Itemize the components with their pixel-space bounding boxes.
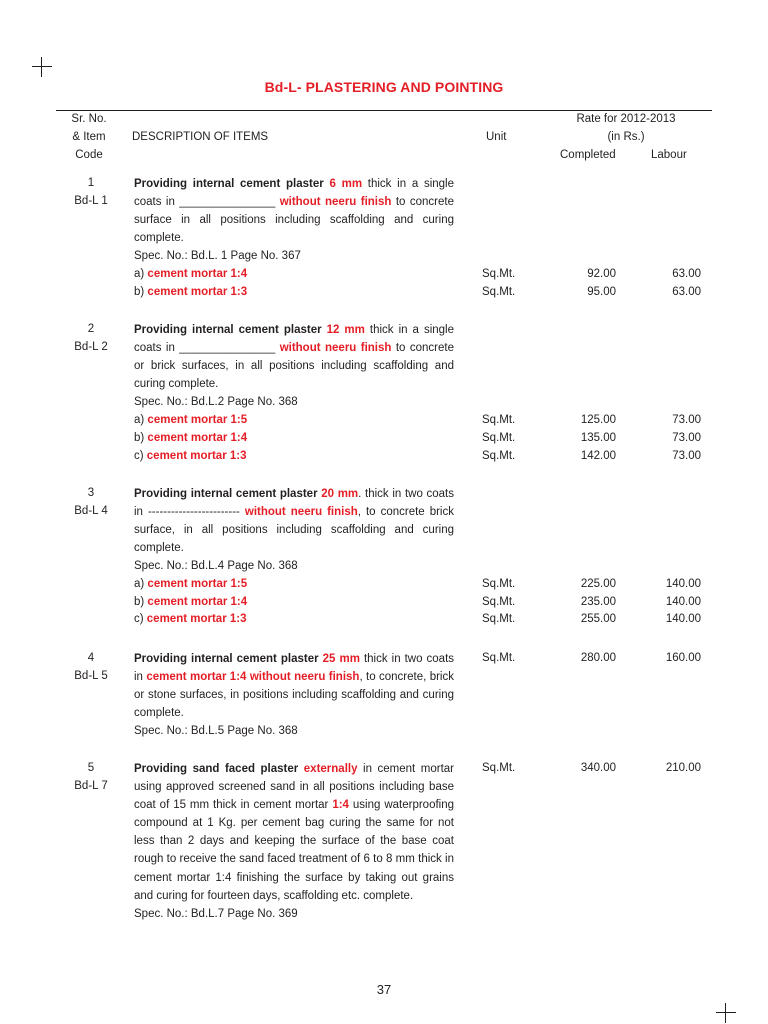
sub-labour: 63.00 [672, 286, 701, 298]
header-labour: Labour [651, 149, 687, 161]
sub-label [134, 447, 247, 465]
header-sr-no [60, 110, 118, 164]
item-description [134, 175, 454, 265]
crop-mark-top-left [32, 57, 52, 77]
sub-unit: Sq.Mt. [482, 450, 516, 462]
sub-labour: 73.00 [672, 432, 701, 444]
item-code: Bd-L 2 [74, 341, 108, 353]
sub-letter: a) [134, 268, 148, 280]
item-number [62, 484, 120, 520]
header-rate-line1: Rate for 2012-2013 [576, 113, 676, 125]
item-completed: 340.00 [580, 762, 616, 774]
sub-unit: Sq.Mt. [482, 268, 516, 280]
sub-letter: b) [134, 286, 148, 298]
item-labour: 160.00 [665, 652, 701, 664]
sub-mortar: cement mortar 1:5 [147, 578, 248, 590]
sub-labour: 140.00 [665, 578, 701, 590]
sub-label [134, 283, 247, 301]
header-unit: Unit [486, 131, 507, 143]
sub-completed: 92.00 [587, 268, 616, 280]
item-no: 2 [87, 323, 95, 335]
desc-thickness: externally [303, 763, 358, 775]
desc-text: thick in a single coats in _______________ [134, 178, 454, 209]
sub-letter: c) [134, 613, 147, 625]
sub-mortar: cement mortar 1:5 [147, 414, 248, 426]
desc-text: in cement mortar using approved screened sand in all positions including base coat of 15 mm thick in cement mortar [134, 763, 454, 812]
desc-spec: Spec. No.: Bd.L.2 Page No. 368 [134, 396, 298, 409]
sub-label [134, 411, 247, 429]
header-sr-line2: & Item [72, 131, 106, 143]
sub-unit: Sq.Mt. [482, 596, 516, 608]
desc-finish: without neeru finish [244, 506, 358, 519]
desc-spec: Spec. No.: Bd.L.5 Page No. 368 [134, 725, 298, 738]
desc-thickness: 6 mm [329, 178, 363, 190]
desc-finish: cement mortar 1:4 without neeru finish [146, 671, 360, 684]
header-description: DESCRIPTION OF ITEMS [132, 131, 269, 143]
sub-mortar: cement mortar 1:4 [147, 268, 248, 280]
sub-mortar: cement mortar 1:3 [146, 450, 247, 462]
desc-lead: Providing internal cement plaster [134, 178, 330, 190]
sub-label [134, 610, 247, 628]
item-number [62, 649, 120, 685]
desc-thickness: 12 mm [326, 324, 365, 336]
sub-mortar: cement mortar 1:3 [146, 613, 247, 625]
sub-mortar: cement mortar 1:3 [147, 286, 248, 298]
desc-lead: Providing sand faced plaster [134, 763, 304, 775]
sub-labour: 73.00 [672, 414, 701, 426]
sub-completed: 142.00 [580, 450, 616, 462]
sub-labour: 73.00 [672, 450, 701, 462]
item-no: 1 [87, 177, 95, 189]
sub-unit: Sq.Mt. [482, 613, 516, 625]
sub-completed: 125.00 [580, 414, 616, 426]
item-code: Bd-L 5 [74, 670, 108, 682]
item-description [134, 485, 454, 575]
item-number [62, 759, 120, 795]
item-labour: 210.00 [665, 762, 701, 774]
desc-text: to concrete surface in all positions including scaffolding and curing complete. [134, 196, 454, 245]
desc-spec: Spec. No.: Bd.L.7 Page No. 369 [134, 907, 298, 920]
sub-mortar: cement mortar 1:4 [147, 596, 248, 608]
header-rate-line2: (in Rs.) [607, 131, 645, 143]
sub-label [134, 429, 247, 447]
sub-completed: 135.00 [580, 432, 616, 444]
item-no: 3 [87, 487, 95, 499]
sub-completed: 235.00 [580, 596, 616, 608]
header-sr-line3: Code [75, 149, 103, 161]
sub-completed: 95.00 [587, 286, 616, 298]
item-code: Bd-L 7 [74, 780, 108, 792]
header-sr-line1: Sr. No. [71, 113, 107, 125]
item-description [134, 650, 454, 740]
item-number [62, 320, 120, 356]
sub-unit: Sq.Mt. [482, 578, 516, 590]
header-completed: Completed [560, 149, 616, 161]
item-code: Bd-L 1 [74, 195, 108, 207]
header-rate [548, 110, 704, 146]
sub-letter: c) [134, 450, 147, 462]
desc-spec: Spec. No.: Bd.L.4 Page No. 368 [134, 560, 298, 573]
desc-lead: Providing internal cement plaster [134, 324, 327, 336]
sub-label [134, 265, 247, 283]
desc-lead: Providing internal cement plaster [134, 653, 323, 665]
crop-mark-bottom-right [716, 1003, 736, 1023]
sub-completed: 255.00 [580, 613, 616, 625]
desc-text: , to concrete brick surface, in all positions including scaffolding and curing complete. [134, 506, 454, 555]
desc-lead: Providing internal cement plaster [134, 488, 322, 500]
item-unit: Sq.Mt. [482, 762, 516, 774]
item-no: 5 [87, 762, 95, 774]
item-description [134, 321, 454, 411]
sub-label [134, 575, 247, 593]
sub-letter: a) [134, 578, 148, 590]
desc-text: , to concrete, brick or stone surfaces, in positions including scaffolding and curing complete. [134, 671, 454, 720]
sub-unit: Sq.Mt. [482, 432, 516, 444]
sub-mortar: cement mortar 1:4 [147, 432, 248, 444]
desc-finish: 1:4 [332, 799, 349, 812]
sub-unit: Sq.Mt. [482, 286, 516, 298]
desc-thickness: 20 mm [321, 488, 359, 500]
item-completed: 280.00 [580, 652, 616, 664]
sub-labour: 140.00 [665, 613, 701, 625]
item-number [62, 174, 120, 210]
desc-finish: without neeru finish [279, 196, 392, 209]
desc-thickness: 25 mm [322, 653, 360, 665]
item-code: Bd-L 4 [74, 505, 108, 517]
sub-letter: a) [134, 414, 148, 426]
desc-text: thick in two coats in [134, 653, 455, 684]
item-description [134, 760, 454, 923]
desc-text: . thick in two coats in ------------------------ [134, 488, 455, 519]
sub-unit: Sq.Mt. [482, 414, 516, 426]
sub-labour: 63.00 [672, 268, 701, 280]
desc-text: using waterproofing compound at 1 Kg. per cement bag curing the same for not less than 2 days and keeping the surface of the base coat rough to receive the sand faced treatment of 6 to 8 mm thick in cement mortar 1:4 finishing the surface by taking out grains and curing for fourteen days, scaffolding etc. complete. [134, 799, 455, 902]
item-no: 4 [87, 652, 95, 664]
page-number: 37 [376, 982, 392, 997]
desc-text: to concrete or brick surfaces, in all positions including scaffolding and curing complete. [134, 342, 454, 391]
item-unit: Sq.Mt. [482, 652, 516, 664]
sub-letter: b) [134, 432, 148, 444]
sub-labour: 140.00 [665, 596, 701, 608]
desc-spec: Spec. No.: Bd.L. 1 Page No. 367 [134, 250, 301, 263]
page-title: Bd-L- PLASTERING AND POINTING [264, 79, 504, 95]
desc-finish: without neeru finish [279, 342, 392, 355]
sub-label [134, 593, 247, 611]
sub-completed: 225.00 [580, 578, 616, 590]
sub-letter: b) [134, 596, 148, 608]
desc-text: thick in a single coats in _______________ [134, 324, 455, 355]
